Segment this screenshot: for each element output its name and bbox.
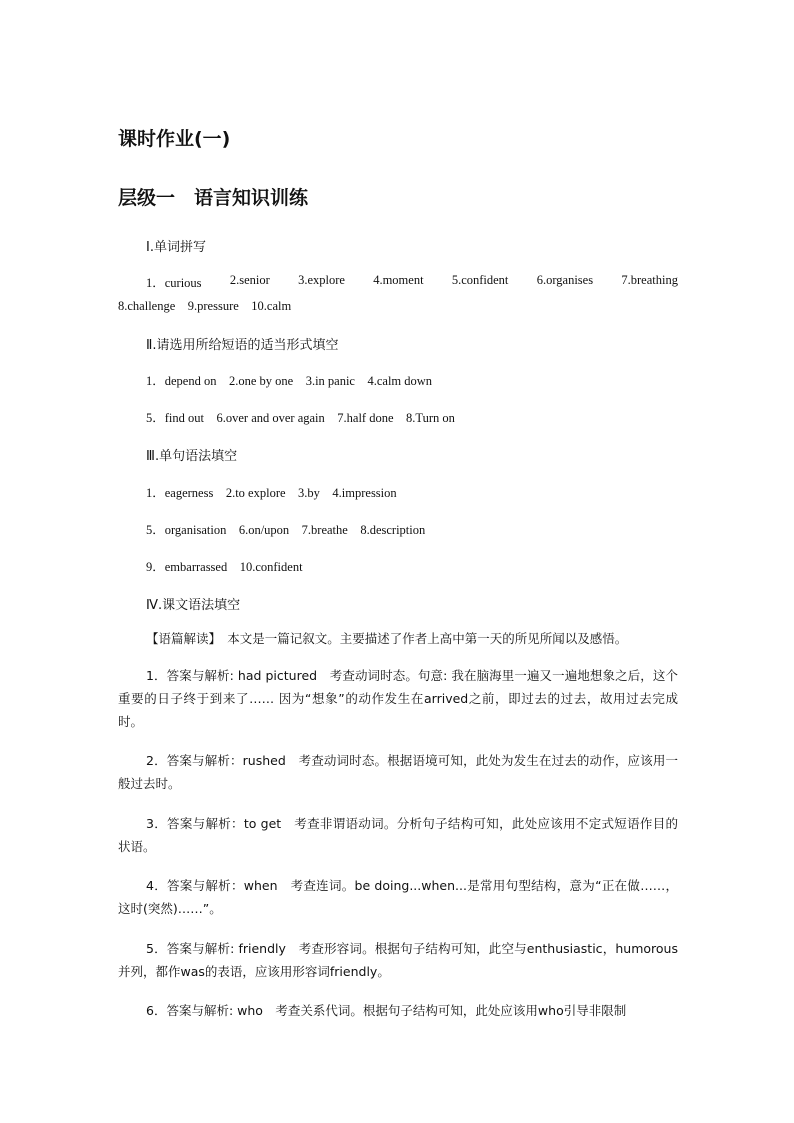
answer-explanation-4 xyxy=(118,874,678,920)
passage-intro: 【语篇解读】 本文是一篇记叙文。主要描述了作者上高中第一天的所见所闻以及感悟。 xyxy=(146,631,628,646)
answer-item: 7.breathing xyxy=(621,273,678,287)
answer-item: 1．curious xyxy=(146,276,202,290)
answer-item: 2.senior xyxy=(229,273,270,287)
explanation-text: 1．答案与解析: had pictured 考查动词时态。句意: 我在脑海里一遍又一遍地想象之后，这个重要的日子终于到来了…… 因为“想象”的动作发生在arrived之前，即过去的过去，故用过去完成时。 xyxy=(118,668,678,729)
answer-explanation-2 xyxy=(118,749,678,795)
answer-line: 9．embarrassed 10.confident xyxy=(146,560,303,574)
answer-item: 4.moment xyxy=(373,273,424,287)
answer-explanation-3 xyxy=(118,812,678,858)
answer-line: 5．find out 6.over and over again 7.half done 8.Turn on xyxy=(146,411,455,425)
section-heading-1: Ⅰ.单词拼写 xyxy=(146,240,206,255)
answer-row xyxy=(118,296,678,319)
explanation-text: 3．答案与解析：to get 考查非谓语动词。分析句子结构可知，此处应该用不定式短语作目的状语。 xyxy=(118,816,678,854)
explanation-text: 6．答案与解析: who 考查关系代词。根据句子结构可知，此处应该用who引导非限制 xyxy=(146,1003,627,1018)
answer-item: 8.challenge 9.pressure 10.calm xyxy=(118,299,292,313)
page-title: 课时作业(一) xyxy=(118,128,231,150)
answer-line: 1．eagerness 2.to explore 3.by 4.impression xyxy=(146,486,397,500)
answer-row xyxy=(118,273,678,296)
answer-explanation-6 xyxy=(118,999,678,1022)
explanation-text: 2．答案与解析：rushed 考查动词时态。根据语境可知，此处为发生在过去的动作，应该用一般过去时。 xyxy=(118,753,678,791)
section-heading-4: Ⅳ.课文语法填空 xyxy=(146,598,241,613)
section-heading-2: Ⅱ.请选用所给短语的适当形式填空 xyxy=(146,338,339,353)
answer-explanation-5 xyxy=(118,937,678,983)
explanation-text: 5．答案与解析: friendly 考查形容词。根据句子结构可知，此空与enthusiastic，humorous并列，都作was的表语，应该用形容词friendly。 xyxy=(118,941,678,979)
section-heading-3: Ⅲ.单句语法填空 xyxy=(146,449,238,464)
explanation-text: 4．答案与解析：when 考查连词。be doing...when...是常用句型结构，意为“正在做……，这时(突然)……”。 xyxy=(118,878,678,916)
level-heading: 层级一 语言知识训练 xyxy=(118,187,309,209)
section-1-answers xyxy=(118,273,678,319)
answer-line: 1．depend on 2.one by one 3.in panic 4.calm down xyxy=(146,374,433,388)
answer-explanation-1 xyxy=(118,664,678,733)
answer-item: 3.explore xyxy=(298,273,345,287)
answer-item: 6.organises xyxy=(536,273,594,287)
answer-line: 5．organisation 6.on/upon 7.breathe 8.description xyxy=(146,523,426,537)
answer-item: 5.confident xyxy=(451,273,509,287)
